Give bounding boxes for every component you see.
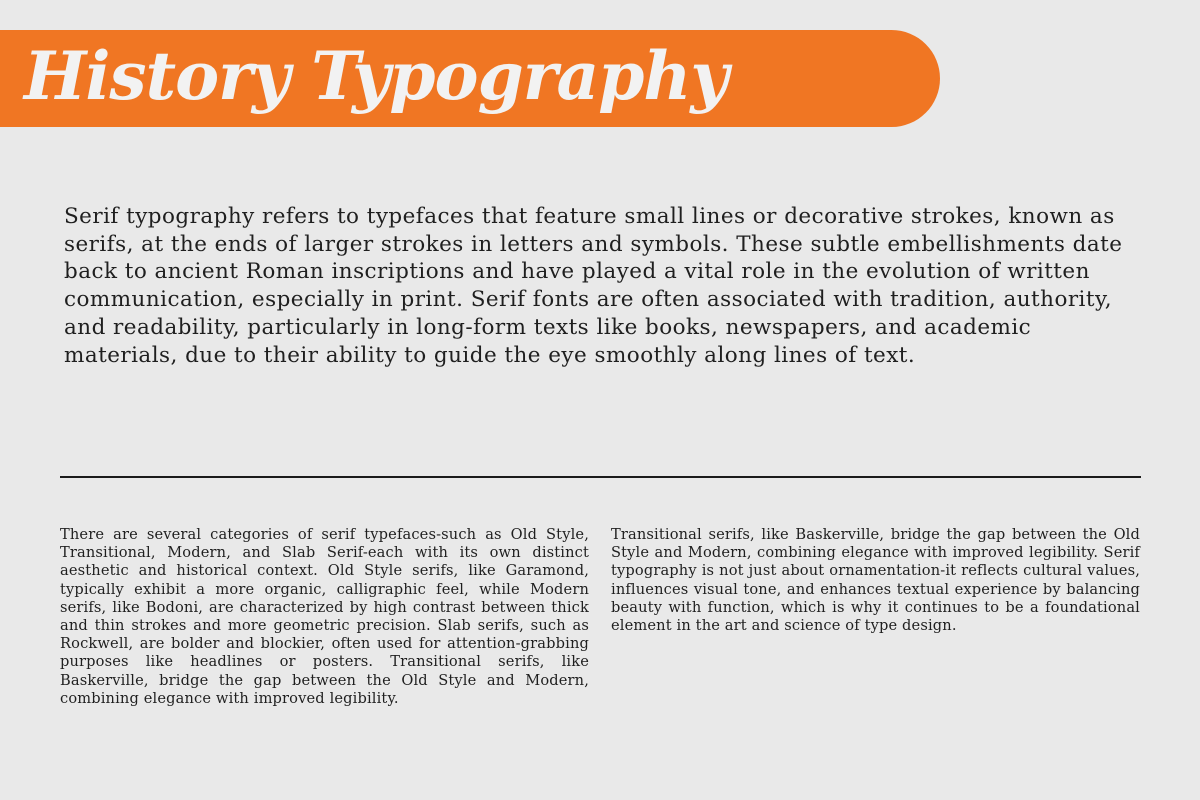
title-banner (0, 30, 940, 127)
right-column-text: Transitional serifs, like Baskerville, bridge the gap between the Old Style and Modern, combining elegance with improved legibility. Serif typography is not just about ornamentation-it reflects cultural values, influences visual tone, and enhances textual experience by balancing beauty with function, which is why it continues to be a foundational element in the art and science of type design. (611, 526, 1140, 635)
intro-paragraph: Serif typography refers to typefaces that feature small lines or decorative strokes, known as serifs, at the ends of larger strokes in letters and symbols. These subtle embellishments date back to ancient Roman inscriptions and have played a vital role in the evolution of written communication, especially in print. Serif fonts are often associated with tradition, authority, and readability, particularly in long-form texts like books, newspapers, and academic materials, due to their ability to guide the eye smoothly along lines of text. (64, 204, 1123, 368)
left-column-text: There are several categories of serif typefaces-such as Old Style, Transitional, Modern, and Slab Serif-each with its own distinct aesthetic and historical context. Old Style serifs, like Garamond, typically exhibit a more organic, calligraphic feel, while Modern serifs, like Bodoni, are characterized by high contrast between thick and thin strokes and more geometric precision. Slab serifs, such as Rockwell, are bolder and blockier, often used for attention-grabbing purposes like headlines or posters. Transitional serifs, like Baskerville, bridge the gap between the Old Style and Modern, combining elegance with improved legibility. (60, 526, 589, 707)
page-title: History Typography (24, 37, 728, 115)
section-divider (60, 476, 1141, 478)
